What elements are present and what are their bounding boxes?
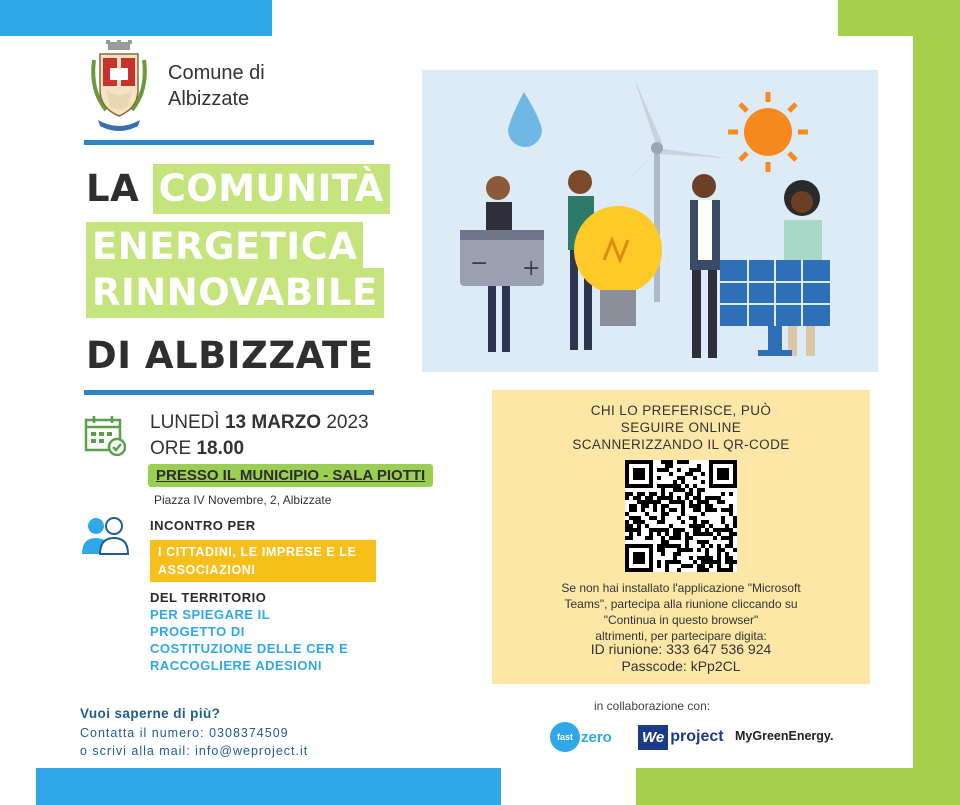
crest-icon bbox=[88, 40, 150, 136]
event-day: 13 MARZO bbox=[224, 412, 322, 433]
audience-intro: INCONTRO PER bbox=[150, 518, 256, 533]
renewable-energy-illustration bbox=[422, 70, 878, 372]
online-line2: SEGUIRE ONLINE bbox=[620, 420, 742, 435]
title-line-3 bbox=[86, 271, 384, 314]
partners-label: in collaborazione con: bbox=[594, 699, 711, 713]
divider-top bbox=[84, 140, 374, 145]
audience-purpose: PER SPIEGARE IL PROGETTO DI COSTITUZIONE DELLE CER E RACCOGLIERE ADESIONI bbox=[150, 607, 349, 673]
title-energetica: ENERGETICA bbox=[86, 222, 363, 272]
fastzero-fast: fast bbox=[550, 722, 580, 752]
svg-text:+: + bbox=[522, 256, 541, 281]
title-line-1 bbox=[86, 167, 390, 210]
title-rinnovabile: RINNOVABILE bbox=[86, 268, 384, 318]
online-info4: altrimenti, per partecipare digita: bbox=[595, 629, 767, 643]
weproject-we: We bbox=[638, 725, 668, 750]
corner-green-bottom bbox=[636, 768, 960, 805]
event-time bbox=[150, 438, 244, 460]
event-place: PRESSO IL MUNICIPIO - SALA PIOTTI bbox=[148, 464, 433, 487]
divider-bottom bbox=[84, 390, 374, 395]
calendar-icon bbox=[84, 414, 126, 456]
event-time-value: 18.00 bbox=[196, 438, 245, 459]
title-comunita: COMUNITÀ bbox=[153, 164, 390, 214]
municipality-line2: Albizzate bbox=[168, 88, 250, 110]
event-address: Piazza IV Novembre, 2, Albizzate bbox=[154, 493, 332, 507]
online-info1: Se non hai installato l'applicazione "Microsoft bbox=[561, 581, 801, 595]
svg-text:−: − bbox=[470, 251, 489, 276]
online-instructions bbox=[492, 580, 870, 644]
municipality-line1: Comune di bbox=[168, 62, 265, 84]
contact-mail: o scrivi alla mail: info@weproject.it bbox=[80, 744, 309, 758]
qr-code[interactable] bbox=[625, 460, 737, 572]
fastzero-logo bbox=[550, 722, 612, 752]
corner-blue-bottom bbox=[36, 768, 501, 805]
contact-heading: Vuoi saperne di più? bbox=[80, 706, 221, 721]
municipality-name bbox=[168, 60, 265, 112]
event-year: 2023 bbox=[326, 412, 369, 433]
event-date bbox=[150, 412, 369, 434]
title-line-2 bbox=[86, 225, 363, 268]
mygreenenergy-logo: MyGreenEnergy. bbox=[735, 729, 834, 743]
title-la: LA bbox=[86, 167, 140, 210]
weproject-project: project bbox=[670, 728, 724, 745]
contact-phone: Contatta il numero: 0308374509 bbox=[80, 726, 289, 740]
online-heading bbox=[492, 402, 870, 453]
online-info2: Teams", partecipa alla riunione cliccando su bbox=[564, 597, 798, 611]
meeting-passcode: Passcode: kPp2CL bbox=[621, 658, 741, 674]
title-line-4: DI ALBIZZATE bbox=[86, 334, 374, 377]
online-line3: SCANNERIZZANDO IL QR-CODE bbox=[572, 437, 790, 452]
meeting-id: ID riunione: 333 647 536 924 bbox=[590, 641, 772, 657]
audience-highlight: I CITTADINI, LE IMPRESE E LE ASSOCIAZIONI bbox=[150, 540, 376, 582]
online-info3: "Continua in questo browser" bbox=[603, 613, 759, 627]
fastzero-zero: zero bbox=[581, 728, 612, 746]
online-panel bbox=[492, 390, 870, 684]
people-icon bbox=[80, 516, 132, 556]
weproject-logo bbox=[638, 722, 724, 752]
corner-blue-top bbox=[0, 0, 272, 36]
event-day-prefix: LUNEDÌ bbox=[150, 412, 220, 433]
event-time-prefix: ORE bbox=[150, 438, 192, 459]
contact-details bbox=[80, 724, 308, 760]
audience-territory: DEL TERRITORIO bbox=[150, 590, 267, 605]
meeting-credentials bbox=[492, 641, 870, 675]
online-line1: CHI LO PREFERISCE, PUÒ bbox=[590, 403, 772, 418]
